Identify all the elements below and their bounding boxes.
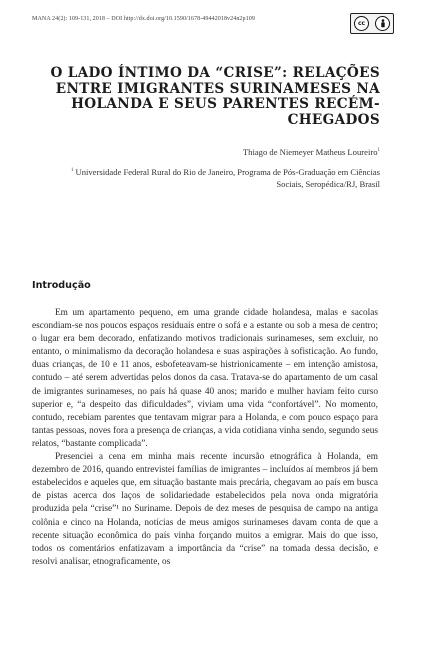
person-icon [379, 19, 387, 28]
section-heading: Introdução [32, 280, 91, 291]
article-body [32, 307, 378, 569]
author-name: Thiago de Niemeyer Matheus Loureiro [242, 147, 378, 157]
author-footnote-marker: 1 [377, 148, 380, 154]
paragraph: Em um apartamento pequeno, em uma grande cidade holandesa, malas e sacolas escondiam-se nos poucos espaços residuais entre o sofá e a estante ou sob a mesa de centro; o lugar era bem decorado, enfatizando motivos tradicionais surinameses, sem excluir, no entanto, o minimalismo da decoração holandesa e suas aspirações à sofisticação. Ao fundo, duas crianças, de 10 e 11 anos, esbofeteavam-se histrionicamente – em intenção amistosa, contudo – até serem advertidas pelos donos da casa. Tratava-se do apartamento de um casal de imigrantes surinameses, no país há quase 40 anos; marido e mulher haviam feito curso superior e, “a despeito das dificuldades”, viviam uma vida “confortável”. No momento, contudo, recebiam parentes que tentavam migrar para a Holanda, e com pouco espaço para tantas pessoas, noves fora a presença de crianças, a vida cotidiana vinha sendo, segundo seus relatos, “bastante complicada”. [32, 308, 378, 449]
affiliation-marker: 1 [70, 168, 74, 173]
affiliation [60, 165, 380, 190]
attribution-icon [375, 16, 390, 31]
page-header [32, 13, 394, 34]
article-title: O LADO ÍNTIMO DA “CRISE”: RELAÇÕES ENTRE IMIGRANTES SURINAMESES NA HOLANDA E SEUS PARENTES RECÉM-CHEGADOS [50, 65, 380, 128]
creative-commons-icon: cc [354, 16, 369, 31]
paragraph: Presenciei a cena em minha mais recente incursão etnográfica à Holanda, em dezembro de 2016, quando entrevistei famílias de imigrantes – incluídos aí membros já bem estabelecidos e aqueles que, em situação bastante mais precária, chegavam ao país em busca de pistas acerca dos laços de solidariedade estabelecidos pela nova onda migratória produzida pela “crise”¹ no Suriname. Depois de dez meses de pesquisa de campo na antiga colônia e cinco na Holanda, notícias de meus amigos surinameses davam conta de que a recente situação econômica do país vinha forçando muitos a emigrar. Mais do que isso, todos os comentários enfatizavam a importância da “crise” na tomada dessa decisão, e resolvi analisar, etnograficamente, os [32, 452, 378, 567]
author-line [243, 147, 380, 157]
cc-by-license-badge[interactable] [350, 13, 394, 34]
affiliation-text: Universidade Federal Rural do Rio de Janeiro, Programa de Pós-Graduação em Ciências Sociais, Seropédica/RJ, Brasil [75, 166, 380, 189]
journal-citation: MANA 24(2): 109-131, 2018 – DOI http://dx.doi.org/10.1590/1678-49442018v24n2p109 [32, 16, 255, 22]
